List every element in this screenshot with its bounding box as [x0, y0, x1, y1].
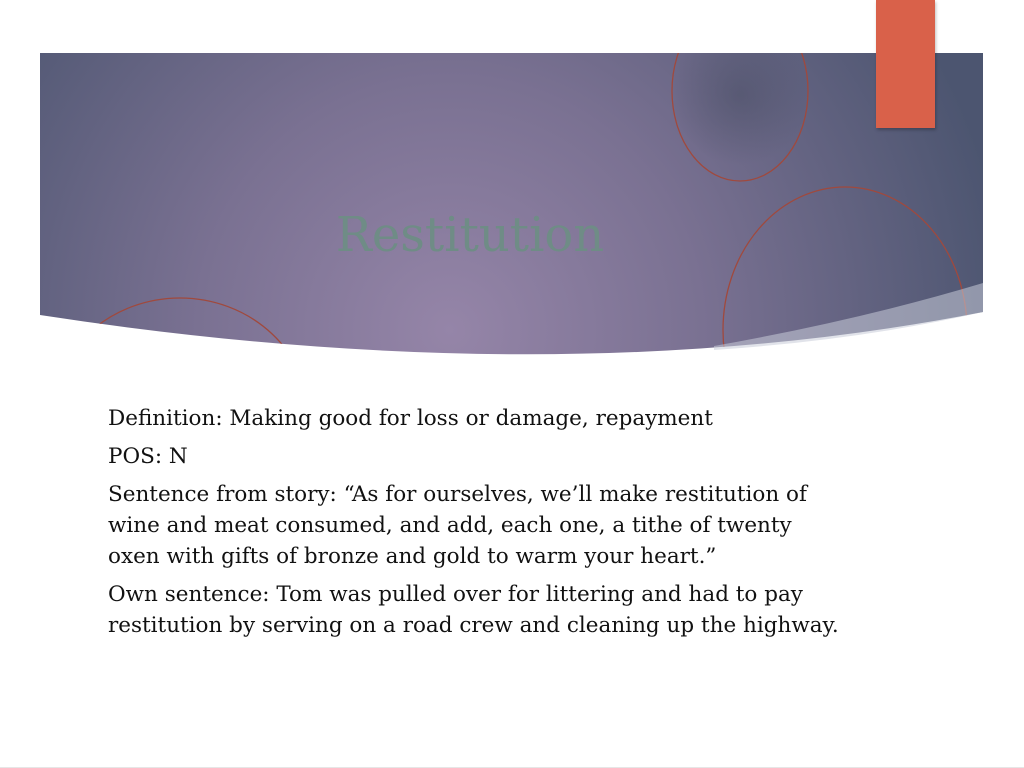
decor-circle-top-right: [672, 1, 808, 181]
own-sentence-text: Own sentence: Tom was pulled over for littering and had to pay restitution by serving on a road crew and cleaning up the highway.: [108, 582, 839, 638]
slide-body: [108, 403, 848, 648]
banner-background: [40, 53, 983, 354]
definition-text: Definition: Making good for loss or damage, repayment: [108, 406, 713, 431]
slide-title: Restitution: [335, 207, 605, 263]
title-banner: [0, 0, 1024, 380]
story-sentence-text: Sentence from story: “As for ourselves, we’ll make restitution of wine and meat consumed, and add, each one, a tithe of twenty oxen with gifts of bronze and gold to warm your heart.”: [108, 482, 807, 569]
accent-tab: [876, 0, 935, 128]
part-of-speech-text: POS: N: [108, 444, 188, 469]
